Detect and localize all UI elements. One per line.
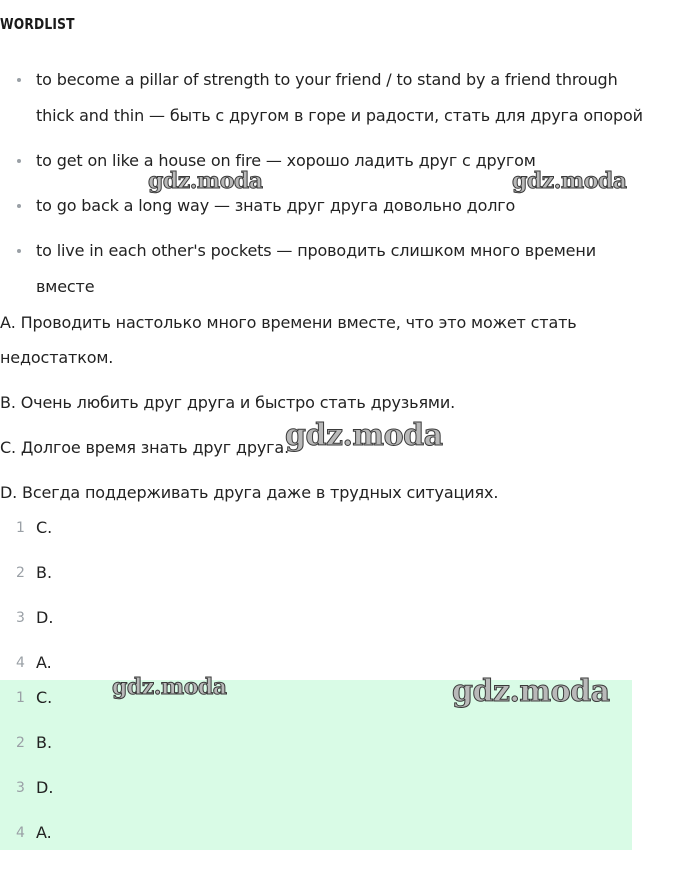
answer-value: C.	[36, 518, 53, 537]
answer-number: 3	[16, 610, 25, 626]
answer-number: 4	[16, 655, 25, 671]
bullet-icon	[17, 159, 21, 163]
answer-number: 4	[16, 825, 25, 841]
answer-value: B.	[36, 733, 53, 752]
answer-value: A.	[36, 823, 52, 842]
watermark: gdz.moda	[452, 674, 610, 709]
definition-a	[0, 305, 640, 375]
watermark: gdz.moda	[285, 418, 443, 453]
wordlist-item-line: to go back a long way — знать друг друга довольно долго	[36, 196, 516, 215]
bullet-icon	[17, 249, 21, 253]
watermark: gdz.moda	[148, 168, 263, 194]
answer-value: B.	[36, 563, 53, 582]
watermark: gdz.moda	[512, 168, 627, 194]
answer-number: 2	[16, 735, 25, 751]
wordlist-item-line: вместе	[36, 277, 95, 296]
definition-a-line: А. Проводить настолько много времени вместе, что это может стать	[0, 313, 577, 332]
answer-value: C.	[36, 688, 53, 707]
definition-c: C. Долгое время знать друг друга.	[0, 438, 290, 457]
wordlist-item-line: thick and thin — быть с другом в горе и радости, стать для друга опорой	[36, 106, 643, 125]
wordlist-item-line: to live in each other's pockets — проводить слишком много времени	[36, 241, 596, 260]
definition-d: D. Всегда поддерживать друга даже в трудных ситуациях.	[0, 483, 499, 502]
watermark: gdz.moda	[112, 674, 227, 700]
definition-b: B. Очень любить друг друга и быстро стать друзьями.	[0, 393, 456, 412]
answer-value: A.	[36, 653, 52, 672]
answer-number: 1	[16, 520, 25, 536]
wordlist-item	[0, 233, 680, 305]
wordlist-item-line: to get on like a house on fire — хорошо ладить друг с другом	[36, 151, 536, 170]
definition-a-line: недостатком.	[0, 348, 114, 367]
answer-number: 1	[16, 690, 25, 706]
answer-number: 3	[16, 780, 25, 796]
answer-number: 2	[16, 565, 25, 581]
bullet-icon	[17, 78, 21, 82]
wordlist-item	[0, 62, 680, 134]
answer-value: D.	[36, 608, 54, 627]
wordlist-item-line: to become a pillar of strength to your friend / to stand by a friend through	[36, 70, 618, 89]
bullet-icon	[17, 204, 21, 208]
answer-value: D.	[36, 778, 54, 797]
wordlist-heading: WORDLIST	[0, 15, 75, 33]
